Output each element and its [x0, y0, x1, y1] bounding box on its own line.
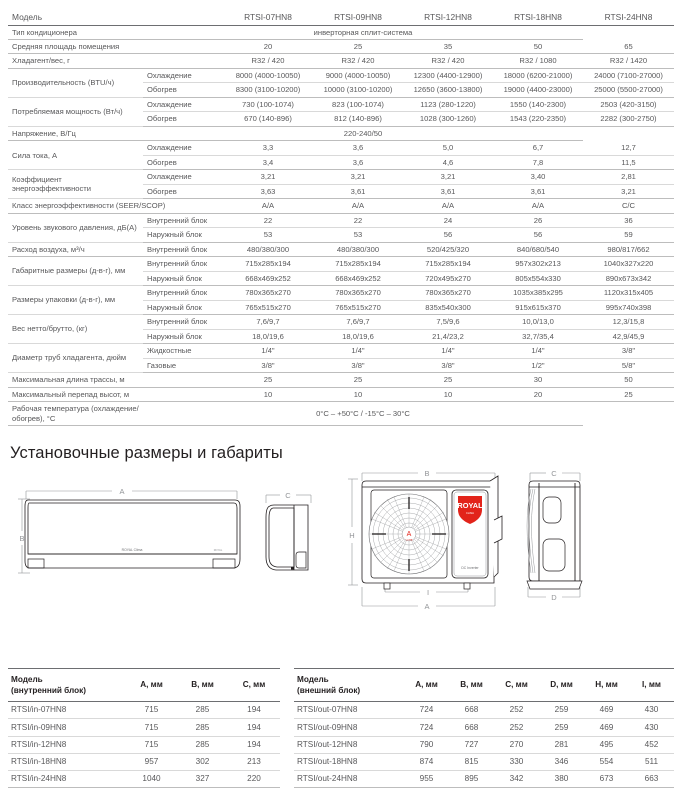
spec-cell: 2503 (420-3150): [583, 97, 674, 111]
outdoor-value-cell: 281: [539, 736, 584, 753]
spec-row: [8, 286, 674, 300]
outdoor-value-cell: 955: [404, 771, 449, 788]
spec-row: [8, 141, 674, 155]
spec-cell: 3,61: [313, 184, 403, 198]
spec-row-sublabel: Внутренний блок: [143, 242, 223, 256]
spec-cell: 10,0/13,0: [493, 315, 583, 329]
indoor-logo-mark: ROYAL: [213, 549, 223, 553]
spec-cell: 6,7: [493, 141, 583, 155]
spec-row: [8, 126, 674, 140]
indoor-table-row: [8, 771, 280, 788]
spec-cell: 1/4": [223, 344, 313, 358]
indoor-table-model-header: [8, 669, 126, 702]
spec-row-label: Размеры упаковки (д-в-г), мм: [8, 286, 143, 315]
spec-row-sublabel: Наружный блок: [143, 329, 223, 343]
indoor-value-cell: 285: [177, 736, 228, 753]
spec-cell: 668x469x252: [223, 271, 313, 285]
indoor-dim-c-label: C: [285, 491, 291, 501]
outdoor-value-cell: 252: [494, 719, 539, 736]
outdoor-value-cell: 259: [539, 719, 584, 736]
spec-cell: 480/380/300: [223, 242, 313, 256]
spec-cell: 3,21: [583, 184, 674, 198]
spec-cell: 1550 (140-2300): [493, 97, 583, 111]
indoor-table-row: [8, 719, 280, 736]
spec-cell: 765x515x270: [313, 300, 403, 314]
spec-row-sublabel: Внутренний блок: [143, 315, 223, 329]
spec-cell: 42,9/45,9: [583, 329, 674, 343]
spec-row-label: Диаметр труб хладагента, дюйм: [8, 344, 143, 373]
specifications-table: [8, 10, 674, 426]
spec-cell: 10000 (3100-10200): [313, 83, 403, 97]
spec-cell: 3,4: [223, 155, 313, 169]
spec-row-span-value: 220-240/50: [143, 126, 583, 140]
spec-cell: 25: [583, 387, 674, 401]
spec-row-label: Максимальный перепад высот, м: [8, 387, 223, 401]
indoor-value-cell: 715: [126, 702, 177, 719]
indoor-dimensions-table: [8, 668, 280, 788]
spec-cell: 780x365x270: [403, 286, 493, 300]
spec-row-label: Вес нетто/брутто, (кг): [8, 315, 143, 344]
outdoor-value-cell: 874: [404, 753, 449, 770]
indoor-value-cell: 194: [228, 736, 280, 753]
spec-cell: 5/8": [583, 358, 674, 372]
spec-header-model-1: RTSI-07HN8: [223, 10, 313, 25]
spec-header-row: [8, 10, 674, 25]
indoor-model-header-line2: (внутренний блок): [11, 686, 86, 696]
spec-cell: 840/680/540: [493, 242, 583, 256]
spec-cell: 65: [583, 39, 674, 53]
spec-row-label: Производительность (BTU/ч): [8, 68, 143, 97]
indoor-value-cell: 715: [126, 736, 177, 753]
outdoor-dim-c-label: C: [551, 469, 557, 479]
outdoor-dim-h-label: H: [349, 531, 355, 541]
spec-cell: 520/425/320: [403, 242, 493, 256]
spec-cell: 823 (100-1074): [313, 97, 403, 111]
spec-cell: A/A: [403, 199, 493, 213]
spec-header-label: Модель: [8, 10, 223, 25]
svg-text:CLIMA: CLIMA: [405, 539, 413, 542]
spec-cell: 50: [583, 373, 674, 387]
outdoor-value-cell: 430: [629, 719, 674, 736]
outdoor-table-row: [294, 771, 674, 788]
spec-cell: 3,40: [493, 170, 583, 184]
outdoor-value-cell: 668: [449, 702, 494, 719]
spec-row: [8, 25, 674, 39]
spec-cell: 3/8": [223, 358, 313, 372]
spec-row: [8, 68, 674, 82]
spec-cell: 3,6: [313, 155, 403, 169]
spec-cell: 8300 (3100-10200): [223, 83, 313, 97]
spec-row: [8, 97, 674, 111]
spec-cell: 715x285x194: [403, 257, 493, 271]
spec-cell: A/A: [223, 199, 313, 213]
spec-cell: 7,6/9,7: [313, 315, 403, 329]
spec-cell: 19000 (4400-23000): [493, 83, 583, 97]
spec-row: [8, 402, 674, 426]
spec-cell: A/A: [313, 199, 403, 213]
spec-cell: A/A: [493, 199, 583, 213]
spec-row-sublabel: Внутренний блок: [143, 213, 223, 227]
spec-cell: 32,7/35,4: [493, 329, 583, 343]
spec-row-sublabel: Охлаждение: [143, 170, 223, 184]
outdoor-table-model-header: [294, 669, 404, 702]
spec-cell: 980/817/662: [583, 242, 674, 256]
spec-cell: 765x515x270: [223, 300, 313, 314]
spec-cell: 3,61: [493, 184, 583, 198]
indoor-dim-b-label: B: [19, 534, 25, 544]
spec-cell: 20: [223, 39, 313, 53]
outdoor-value-cell: 270: [494, 736, 539, 753]
spec-cell: 1035x385x295: [493, 286, 583, 300]
spec-cell: 25: [223, 373, 313, 387]
indoor-value-cell: 285: [177, 702, 228, 719]
spec-cell: 1040x327x220: [583, 257, 674, 271]
indoor-col-a-header: A, мм: [126, 669, 177, 702]
spec-cell: 1123 (280-1220): [403, 97, 493, 111]
spec-cell: 890x673x342: [583, 271, 674, 285]
outdoor-value-cell: 895: [449, 771, 494, 788]
spec-cell: 53: [313, 228, 403, 242]
indoor-value-cell: 957: [126, 753, 177, 770]
spec-header-model-4: RTSI-18HN8: [493, 10, 583, 25]
spec-cell: 22: [313, 213, 403, 227]
outdoor-value-cell: 469: [584, 702, 629, 719]
outdoor-col-b-header: B, мм: [449, 669, 494, 702]
outdoor-value-cell: 724: [404, 702, 449, 719]
spec-cell: 715x285x194: [223, 257, 313, 271]
fan-grille-icon: [369, 494, 449, 574]
outdoor-unit-diagram: [340, 461, 682, 629]
spec-row-sublabel: Обогрев: [143, 155, 223, 169]
indoor-model-cell: RTSI/in-07HN8: [8, 702, 126, 719]
spec-cell: 20: [493, 387, 583, 401]
spec-row: [8, 170, 674, 184]
spec-row-sublabel: Наружный блок: [143, 300, 223, 314]
spec-cell: 18,0/19,6: [313, 329, 403, 343]
indoor-model-cell: RTSI/in-18HN8: [8, 753, 126, 770]
spec-cell: 56: [403, 228, 493, 242]
spec-row-sublabel: Охлаждение: [143, 141, 223, 155]
spec-cell: 3,61: [403, 184, 493, 198]
spec-cell: 1120x315x405: [583, 286, 674, 300]
spec-cell: 1028 (300-1260): [403, 112, 493, 126]
spec-cell: 3,63: [223, 184, 313, 198]
spec-row-label: Коэффициент энергоэффективности: [8, 170, 143, 199]
outdoor-table-row: [294, 719, 674, 736]
indoor-table-row: [8, 736, 280, 753]
spec-row-sublabel: Охлаждение: [143, 97, 223, 111]
outdoor-value-cell: 259: [539, 702, 584, 719]
spec-cell: 25: [313, 39, 403, 53]
spec-row-sublabel: Обогрев: [143, 83, 223, 97]
spec-header-model-3: RTSI-12HN8: [403, 10, 493, 25]
outdoor-dimensions-table: [294, 668, 674, 788]
spec-cell: 780x365x270: [223, 286, 313, 300]
spec-row-sublabel: Охлаждение: [143, 68, 223, 82]
spec-row-label: Напряжение, В/Гц: [8, 126, 143, 140]
outdoor-model-cell: RTSI/out-07HN8: [294, 702, 404, 719]
spec-cell: 12300 (4400-12900): [403, 68, 493, 82]
spec-cell: 56: [493, 228, 583, 242]
spec-cell: 25: [313, 373, 403, 387]
indoor-value-cell: 327: [177, 771, 228, 788]
outdoor-col-a-header: A, мм: [404, 669, 449, 702]
outdoor-value-cell: 346: [539, 753, 584, 770]
indoor-table-row: [8, 753, 280, 770]
spec-cell: 1/4": [313, 344, 403, 358]
spec-row-sublabel: Жидкостные: [143, 344, 223, 358]
spec-cell: 1/4": [493, 344, 583, 358]
spec-cell: R32 / 420: [223, 54, 313, 68]
spec-header-model-5: RTSI-24HN8: [583, 10, 674, 25]
indoor-value-cell: 213: [228, 753, 280, 770]
indoor-value-cell: 302: [177, 753, 228, 770]
indoor-model-header-line1: Модель: [11, 675, 43, 684]
spec-cell: 12,3/15,8: [583, 315, 674, 329]
outdoor-model-cell: RTSI/out-24HN8: [294, 771, 404, 788]
spec-cell: 2,81: [583, 170, 674, 184]
spec-cell: 9000 (4000-10050): [313, 68, 403, 82]
spec-row-label: Класс энергоэффективности (SEER/SCOP): [8, 199, 223, 213]
spec-cell: 2282 (300-2750): [583, 112, 674, 126]
spec-cell: 3/8": [403, 358, 493, 372]
spec-cell: 1543 (220-2350): [493, 112, 583, 126]
diagrams-area: [0, 469, 682, 634]
indoor-unit-diagram: [8, 469, 338, 619]
dimension-tables-container: [0, 668, 682, 788]
spec-cell: 36: [583, 213, 674, 227]
outdoor-model-cell: RTSI/out-09HN8: [294, 719, 404, 736]
indoor-table-row: [8, 702, 280, 719]
spec-row-span-value: инверторная сплит-система: [143, 25, 583, 39]
indoor-value-cell: 285: [177, 719, 228, 736]
spec-cell: R32 / 420: [403, 54, 493, 68]
indoor-dim-a-label: A: [119, 487, 125, 497]
outdoor-value-cell: 469: [584, 719, 629, 736]
spec-cell: 25000 (5500-27000): [583, 83, 674, 97]
spec-cell: 26: [493, 213, 583, 227]
outdoor-col-i-header: I, мм: [629, 669, 674, 702]
spec-cell: 12,7: [583, 141, 674, 155]
outdoor-dim-d-label: D: [551, 593, 557, 603]
spec-cell: 3,21: [313, 170, 403, 184]
spec-cell: R32 / 420: [313, 54, 403, 68]
outdoor-dim-b-label: B: [424, 469, 430, 479]
outdoor-model-header-line2: (внешний блок): [297, 686, 361, 696]
spec-row: [8, 315, 674, 329]
outdoor-value-cell: 511: [629, 753, 674, 770]
outdoor-value-cell: 724: [404, 719, 449, 736]
spec-cell: 18000 (6200-21000): [493, 68, 583, 82]
spec-cell: 35: [403, 39, 493, 53]
spec-cell: 4,6: [403, 155, 493, 169]
spec-row-label: Средняя площадь помещения: [8, 39, 223, 53]
spec-cell: 957x302x213: [493, 257, 583, 271]
spec-row: [8, 54, 674, 68]
spec-row-sublabel: Обогрев: [143, 112, 223, 126]
outdoor-value-cell: 452: [629, 736, 674, 753]
spec-row-label: Рабочая температура (охлаждение/обогрев), °C: [8, 402, 143, 426]
spec-cell: 915x615x370: [493, 300, 583, 314]
spec-row-sublabel: Наружный блок: [143, 228, 223, 242]
spec-cell: 7,8: [493, 155, 583, 169]
spec-row: [8, 213, 674, 227]
outdoor-col-h-header: H, мм: [584, 669, 629, 702]
outdoor-value-cell: 673: [584, 771, 629, 788]
spec-cell: 3/8": [583, 344, 674, 358]
spec-row-sublabel: Газовые: [143, 358, 223, 372]
spec-row: [8, 39, 674, 53]
section-title: Установочные размеры и габариты: [10, 444, 283, 463]
spec-cell: 3,21: [223, 170, 313, 184]
outdoor-value-cell: 727: [449, 736, 494, 753]
outdoor-value-cell: 430: [629, 702, 674, 719]
spec-cell: 805x554x330: [493, 271, 583, 285]
outdoor-value-cell: 330: [494, 753, 539, 770]
spec-cell: C/C: [583, 199, 674, 213]
spec-cell: 12650 (3600-13800): [403, 83, 493, 97]
spec-row-sublabel: Наружный блок: [143, 271, 223, 285]
outdoor-value-cell: 342: [494, 771, 539, 788]
outdoor-value-cell: 668: [449, 719, 494, 736]
outdoor-value-cell: 663: [629, 771, 674, 788]
indoor-value-cell: 1040: [126, 771, 177, 788]
outdoor-value-cell: 554: [584, 753, 629, 770]
outdoor-model-cell: RTSI/out-12HN8: [294, 736, 404, 753]
spec-row: [8, 242, 674, 256]
outdoor-table-row: [294, 753, 674, 770]
spec-cell: R32 / 1080: [493, 54, 583, 68]
spec-row: [8, 344, 674, 358]
spec-cell: 10: [223, 387, 313, 401]
spec-cell: 3,21: [403, 170, 493, 184]
spec-cell: 25: [403, 373, 493, 387]
spec-cell: 812 (140-896): [313, 112, 403, 126]
outdoor-table-row: [294, 702, 674, 719]
spec-row: [8, 257, 674, 271]
spec-cell: 1/2": [493, 358, 583, 372]
spec-row-label: Хладагент/вес, г: [8, 54, 223, 68]
spec-cell: 5,0: [403, 141, 493, 155]
spec-cell: 21,4/23,2: [403, 329, 493, 343]
indoor-brand-text: ROYAL Clima: [121, 548, 143, 553]
spec-cell: 3/8": [313, 358, 403, 372]
spec-row-label: Тип кондиционера: [8, 25, 143, 39]
indoor-value-cell: 194: [228, 702, 280, 719]
spec-cell: 7,5/9,6: [403, 315, 493, 329]
indoor-value-cell: 194: [228, 719, 280, 736]
outdoor-dim-i-label: I: [426, 588, 430, 598]
spec-cell: 995x740x398: [583, 300, 674, 314]
spec-cell: 10: [403, 387, 493, 401]
spec-row: [8, 387, 674, 401]
spec-row-span-value: 0°C – +50°C / -15°C – 30°C: [143, 402, 583, 426]
spec-cell: R32 / 1420: [583, 54, 674, 68]
spec-cell: 30: [493, 373, 583, 387]
spec-row: [8, 199, 674, 213]
spec-row: [8, 373, 674, 387]
spec-row-sublabel: Внутренний блок: [143, 286, 223, 300]
spec-cell: 53: [223, 228, 313, 242]
outdoor-dim-a-label: A: [424, 602, 430, 612]
indoor-value-cell: 715: [126, 719, 177, 736]
royal-badge-text: ROYAL: [457, 501, 483, 511]
spec-cell: 668x469x252: [313, 271, 403, 285]
indoor-model-cell: RTSI/in-24HN8: [8, 771, 126, 788]
spec-cell: 11,5: [583, 155, 674, 169]
spec-cell: 24000 (7100-27000): [583, 68, 674, 82]
indoor-model-cell: RTSI/in-09HN8: [8, 719, 126, 736]
spec-cell: 24: [403, 213, 493, 227]
indoor-value-cell: 220: [228, 771, 280, 788]
spec-cell: 3,6: [313, 141, 403, 155]
spec-row-label: Габаритные размеры (д-в-г), мм: [8, 257, 143, 286]
spec-cell: 670 (140-896): [223, 112, 313, 126]
outdoor-model-cell: RTSI/out-18HN8: [294, 753, 404, 770]
spec-cell: 1/4": [403, 344, 493, 358]
outdoor-value-cell: 495: [584, 736, 629, 753]
spec-row-label: Сила тока, А: [8, 141, 143, 170]
svg-text:A: A: [406, 531, 412, 539]
spec-cell: 730 (100-1074): [223, 97, 313, 111]
svg-text:CLIMA: CLIMA: [466, 512, 474, 516]
spec-cell: 3,3: [223, 141, 313, 155]
spec-row-sublabel: Обогрев: [143, 184, 223, 198]
spec-cell: 835x540x300: [403, 300, 493, 314]
outdoor-model-header-line1: Модель: [297, 675, 329, 684]
outdoor-col-c-header: C, мм: [494, 669, 539, 702]
spec-row-label: Потребляемая мощность (Вт/ч): [8, 97, 143, 126]
outdoor-value-cell: 815: [449, 753, 494, 770]
spec-cell: 8000 (4000-10050): [223, 68, 313, 82]
spec-cell: 50: [493, 39, 583, 53]
outdoor-value-cell: 790: [404, 736, 449, 753]
indoor-model-cell: RTSI/in-12HN8: [8, 736, 126, 753]
spec-cell: 18,0/19,6: [223, 329, 313, 343]
spec-row-label: Максимальная длина трассы, м: [8, 373, 223, 387]
spec-row-label: Уровень звукового давления, дБ(А): [8, 213, 143, 242]
spec-cell: 7,6/9,7: [223, 315, 313, 329]
spec-cell: 780x365x270: [313, 286, 403, 300]
outdoor-table-row: [294, 736, 674, 753]
spec-row-sublabel: Внутренний блок: [143, 257, 223, 271]
outdoor-value-cell: 380: [539, 771, 584, 788]
outdoor-col-d-header: D, мм: [539, 669, 584, 702]
spec-header-model-2: RTSI-09HN8: [313, 10, 403, 25]
spec-cell: 720x495x270: [403, 271, 493, 285]
spec-cell: 10: [313, 387, 403, 401]
spec-row-label: Расход воздуха, м³/ч: [8, 242, 143, 256]
spec-cell: 59: [583, 228, 674, 242]
spec-cell: 480/380/300: [313, 242, 403, 256]
dc-inverter-text: DC Inverter: [461, 566, 479, 571]
outdoor-value-cell: 252: [494, 702, 539, 719]
indoor-col-b-header: B, мм: [177, 669, 228, 702]
spec-cell: 715x285x194: [313, 257, 403, 271]
indoor-col-c-header: C, мм: [228, 669, 280, 702]
spec-cell: 22: [223, 213, 313, 227]
